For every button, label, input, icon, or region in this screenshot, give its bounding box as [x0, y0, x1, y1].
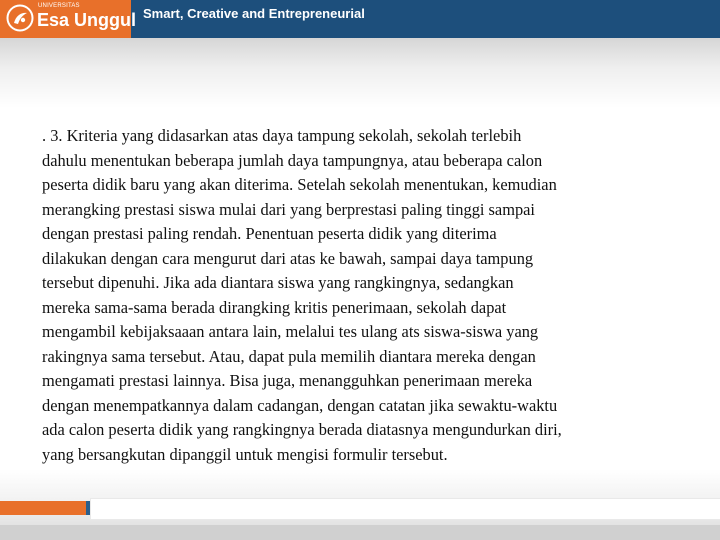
text-line: . 3. Kriteria yang didasarkan atas daya tampung sekolah, sekolah terlebih	[42, 126, 522, 145]
text-line: peserta didik baru yang akan diterima. Setelah sekolah menentukan, kemudian	[42, 175, 557, 194]
text-line: dengan menempatkannya dalam cadangan, dengan catatan jika sewaktu-waktu	[42, 395, 558, 415]
text-line: dengan prestasi paling rendah. Penentuan peserta didik yang diterima	[42, 224, 497, 243]
text-line: rakingnya sama tersebut. Atau, dapat pula memilih diantara mereka dengan	[42, 346, 536, 366]
text-line: dahulu menentukan beberapa jumlah daya tampungnya, atau beberapa calon	[42, 150, 543, 170]
logo[interactable]	[0, 0, 137, 38]
text-line: mengamati prestasi lainnya. Bisa juga, menangguhkan penerimaan mereka	[42, 371, 533, 390]
text-line: tersebut dipenuhi. Jika ada diantara siswa yang rangkingnya, sedangkan	[42, 273, 514, 292]
university-emblem-icon	[6, 4, 34, 32]
header-tagline: Smart, Creative and Entrepreneurial	[143, 6, 365, 21]
text-line: merangking prestasi siswa mulai dari yang berprestasi paling tinggi sampai	[42, 199, 535, 219]
text-line: dilakukan dengan cara mengurut dari atas ke bawah, sampai daya tampung	[42, 248, 534, 268]
footer-white-panel	[90, 498, 720, 520]
header-bar	[0, 0, 720, 38]
text-line: mereka sama-sama berada dirangking kritis penerimaan, sekolah dapat	[42, 297, 507, 317]
text-line: yang bersangkutan dipanggil untuk mengisi formulir tersebut.	[42, 444, 448, 464]
text-line: mengambil kebijaksaaan antara lain, melalui tes ulang ats siswa-siswa yang	[42, 322, 539, 341]
footer-strip	[0, 525, 720, 540]
footer-orange-band	[0, 501, 86, 515]
body-text	[42, 124, 692, 467]
logo-top-text: UNIVERSITAS	[38, 3, 80, 9]
logo-name: Esa Unggul	[37, 10, 137, 30]
footer-bar	[0, 495, 720, 525]
text-line: ada calon peserta didik yang rangkingnya berada diatasnya mengundurkan diri,	[42, 420, 562, 439]
